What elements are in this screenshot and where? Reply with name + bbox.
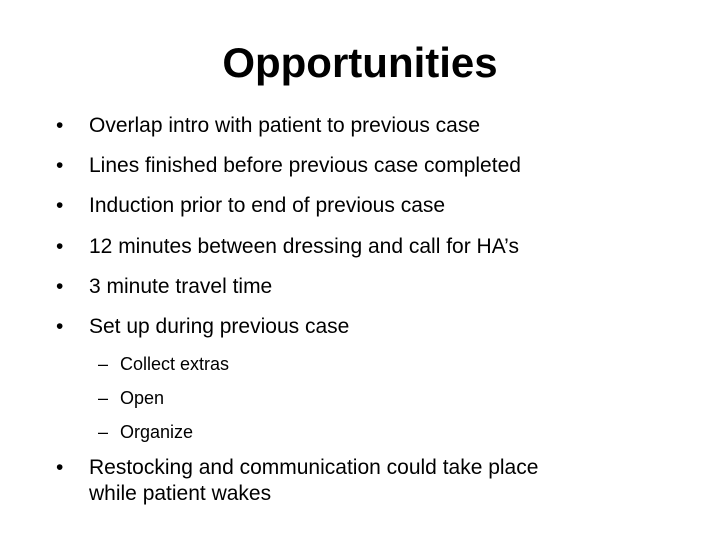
bullet-marker: • <box>56 154 64 177</box>
slide-title: Opportunities <box>222 39 498 86</box>
bullet-text: 3 minute travel time <box>89 275 273 298</box>
sub-bullet-text: Organize <box>120 422 194 442</box>
bullet-marker: • <box>56 275 64 298</box>
bullet-text: Induction prior to end of previous case <box>89 194 446 217</box>
bullet-text-line: Restocking and communication could take place <box>89 456 539 479</box>
bullet-marker: • <box>56 194 64 217</box>
bullet-marker: • <box>56 315 64 338</box>
sub-bullet-marker: – <box>98 422 109 442</box>
bullet-marker: • <box>56 456 64 479</box>
bullet-text: Set up during previous case <box>89 315 350 338</box>
sub-bullet-marker: – <box>98 388 109 408</box>
bullet-text: 12 minutes between dressing and call for HA’s <box>89 235 519 258</box>
bullet-marker: • <box>56 114 64 137</box>
sub-bullet-text: Collect extras <box>120 354 230 374</box>
sub-bullet-marker: – <box>98 354 109 374</box>
bullet-text: Lines finished before previous case completed <box>89 154 521 177</box>
bullet-marker: • <box>56 235 64 258</box>
sub-bullet-text: Open <box>120 388 165 408</box>
bullet-text: Overlap intro with patient to previous case <box>89 114 481 137</box>
bullet-text <box>89 455 649 507</box>
bullet-text-line: while patient wakes <box>89 482 272 505</box>
